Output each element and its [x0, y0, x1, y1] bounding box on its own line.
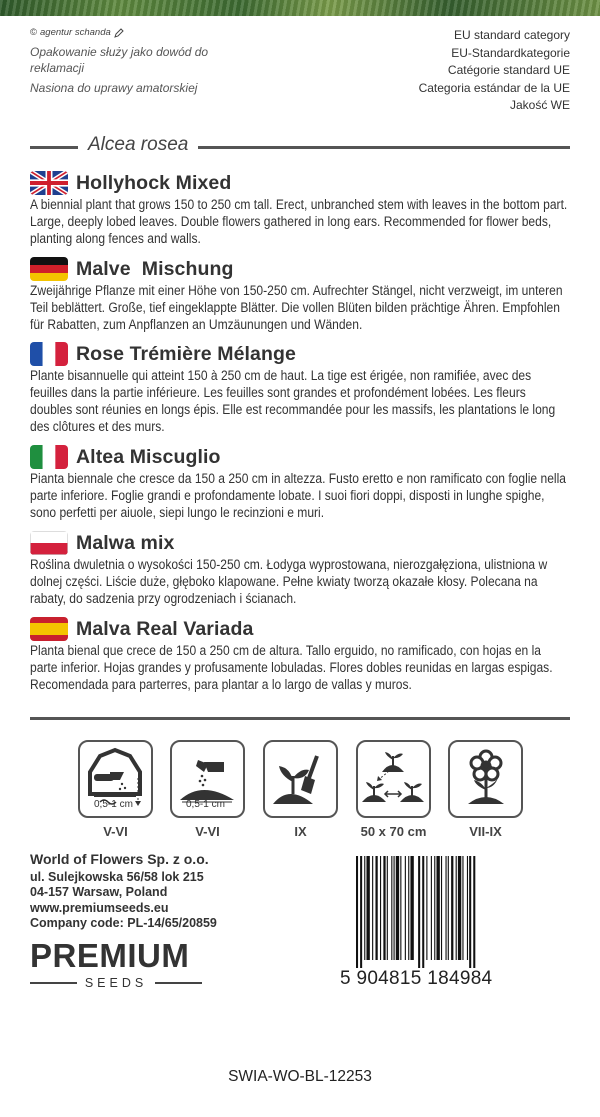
barcode-bar: [356, 856, 358, 968]
section-text: Roślina dwuletnia o wysokości 150-250 cm. Łodyga wyprostowana, nierozgałęziona, ulistniona w dolnej części. Liście duże, głęboko klapowane. Pełne kwiaty tworzą okazałe kłosy. Polecana na rabaty, do sadzenia przy ogrodzeniach i ścianach.: [30, 557, 548, 606]
sowing-under-cover-months: V-VI: [103, 824, 128, 839]
category-de: EU-Standardkategorie: [451, 45, 570, 60]
barcode-bar: [467, 856, 468, 960]
barcode-bar: [456, 856, 457, 960]
sowing-under-cover-icon: [78, 740, 153, 818]
company-info: [30, 852, 240, 932]
logo-line-left: [30, 982, 77, 984]
amateur-use-note: Nasiona do uprawy amatorskiej: [30, 81, 198, 95]
section-title: Malwa mix: [76, 531, 175, 554]
plant-spacing-text: 50 x 70 cm: [360, 824, 427, 839]
copyright-symbol: ©: [30, 27, 37, 38]
company-website: www.premiumseeds.eu: [30, 900, 169, 915]
premium-seeds-logo: [30, 938, 202, 990]
divider-right: [198, 146, 570, 149]
transplanting-month: IX: [294, 824, 307, 839]
barcode-bar: [383, 856, 385, 960]
barcode-bar: [400, 856, 401, 960]
section-header: [30, 256, 570, 282]
france-flag-icon: [30, 342, 68, 366]
section-title: Altea Miscuglio: [76, 445, 221, 468]
flowering-months: VII-IX: [469, 824, 502, 839]
sowing-outdoors-icon: [170, 740, 245, 818]
category-fr: Catégorie standard UE: [447, 63, 570, 77]
barcode-bar: [431, 856, 432, 960]
barcode-bar: [458, 856, 461, 960]
barcode-bar: [408, 856, 409, 960]
section-text: Pianta biennale che cresce da 150 a 250 cm in altezza. Fusto eretto e non ramificato con foglie nella parte inferiore. Foglie grandi e profondamente lobate. I suoi fiori doppi, disposti in lunghe spighe, sono perfetti per aiuole, siepi lungo le recinzioni e muri.: [30, 471, 566, 520]
logo-seeds-row: [30, 976, 202, 990]
barcode-bar: [473, 856, 475, 968]
section-header: [30, 341, 570, 367]
flower-graphic: [450, 742, 521, 816]
company-street: ul. Sulejkowska 56/58 lok 215: [30, 869, 204, 884]
barcode-bar: [387, 856, 388, 960]
company-name: World of Flowers Sp. z o.o.: [30, 851, 209, 867]
section-title: Hollyhock Mixed: [76, 171, 232, 194]
spacing-graphic: [358, 742, 429, 816]
copyright-line: [30, 27, 230, 38]
barcode-bar: [434, 856, 435, 960]
logo-line-right: [155, 982, 202, 984]
divider-bottom: [30, 717, 570, 720]
section-text: Planta bienal que crece de 150 a 250 cm de altura. Tallo erguido, no ramificado, con hojas en la parte inferior. Hojas grandes y profusamente lobuladas. Flores dobles reunidas en largas espigas. Recomendada para parterres, para plantar a lo largo de vallas y muros.: [30, 643, 553, 692]
barcode-bar: [445, 856, 446, 960]
barcode-bar: [360, 856, 362, 968]
latin-name-row: [30, 134, 570, 156]
barcode-bar: [418, 856, 420, 968]
poland-flag-icon: [30, 531, 68, 555]
barcode-bar: [422, 856, 424, 968]
section-italian: [30, 444, 570, 521]
barcode-bar: [380, 856, 381, 960]
category-es: Categoria estándar de la UE: [418, 80, 570, 95]
barcode-bar: [391, 856, 392, 960]
barcode-bar: [394, 856, 395, 960]
barcode-bar: [405, 856, 406, 960]
sowing-outdoors-months: V-VI: [195, 824, 220, 839]
barcode-bar: [448, 856, 449, 960]
pen-icon: [114, 28, 124, 38]
sowing-depth-text: 0,5-1 cm: [186, 799, 225, 810]
barcode-bar: [364, 856, 365, 960]
barcode-bar: [366, 856, 369, 960]
section-german: [30, 256, 570, 333]
section-french: [30, 341, 570, 435]
section-polish: [30, 530, 570, 607]
section-spanish: [30, 616, 570, 693]
barcode-bar: [436, 856, 439, 960]
section-header: [30, 616, 570, 642]
section-title: Malva Real Variada: [76, 617, 254, 640]
section-header: [30, 530, 570, 556]
divider-left: [30, 146, 78, 149]
germany-flag-icon: [30, 257, 68, 281]
section-text: A biennial plant that grows 150 to 250 cm tall. Erect, unbranched stem with leaves in the bottom part. Large, deeply lobed leaves. Double flowers gathered in long ears. Recommended for flower beds, planting along fences and walls.: [30, 197, 568, 246]
barcode-digits: 5 904815 184984: [340, 968, 493, 989]
header-photo-strip: [0, 0, 600, 16]
plant-spacing-icon: [356, 740, 431, 818]
transplanting-icon: [263, 740, 338, 818]
section-text: Zweijährige Pflanze mit einer Höhe von 150-250 cm. Aufrechter Stängel, nicht verzweigt, im unteren Teil beblättert. Große, tief eingeklappte Blätter. Die vollen Blüten bilden prächtige Ähren. Empfohlen für Rabatten, zum Anpflanzen an Umzäunungen und Wänden.: [30, 283, 563, 332]
barcode-bar: [426, 856, 427, 960]
barcode-bar: [469, 856, 471, 968]
section-text: Plante bisannuelle qui atteint 150 à 250 cm de haut. La tige est érigée, non ramifiée, avec des feuilles dans la partie inférieure. Les feuilles sont grandes et profondément lobées. Les fleurs doubles sont réunies en longs épis. Elle est recommandée pour les massifs, les plantations le long des clôtures et des murs.: [30, 368, 556, 434]
section-english: [30, 170, 570, 247]
label-header: [30, 27, 570, 127]
eu-category-list: [419, 27, 570, 115]
logo-seeds: SEEDS: [84, 976, 148, 990]
barcode-bar: [462, 856, 463, 960]
latin-name: Alcea rosea: [88, 134, 189, 155]
uk-flag-icon: [30, 171, 68, 195]
product-code: SWIA-WO-BL-12253: [228, 1068, 372, 1085]
barcode-bar: [410, 856, 413, 960]
header-left: [30, 27, 230, 96]
copyright-text: agentur schanda: [40, 27, 111, 38]
sowing-depth-text: 0,5-1 cm: [94, 799, 133, 810]
italy-flag-icon: [30, 445, 68, 469]
logo-premium: PREMIUM: [30, 937, 190, 974]
company-city: 04-157 Warsaw, Poland: [30, 885, 168, 899]
barcode: [352, 856, 570, 968]
flowering-icon: [448, 740, 523, 818]
section-title: Rose Trémière Mélange: [76, 342, 296, 365]
section-header: [30, 444, 570, 470]
barcode-bar: [372, 856, 373, 960]
category-pl: Jakość WE: [509, 98, 570, 112]
barcode-bar: [375, 856, 377, 960]
transplant-graphic: [265, 742, 336, 816]
proof-of-purchase-note: Opakowanie służy jako dowód do reklamacji: [30, 45, 209, 75]
spain-flag-icon: [30, 617, 68, 641]
section-title: Malve Mischung: [76, 257, 234, 280]
category-en: EU standard category: [453, 28, 570, 42]
section-header: [30, 170, 570, 196]
barcode-bar: [441, 856, 442, 960]
barcode-bar: [451, 856, 453, 960]
company-code: Company code: PL-14/65/20859: [30, 916, 217, 930]
barcode-bar: [396, 856, 399, 960]
